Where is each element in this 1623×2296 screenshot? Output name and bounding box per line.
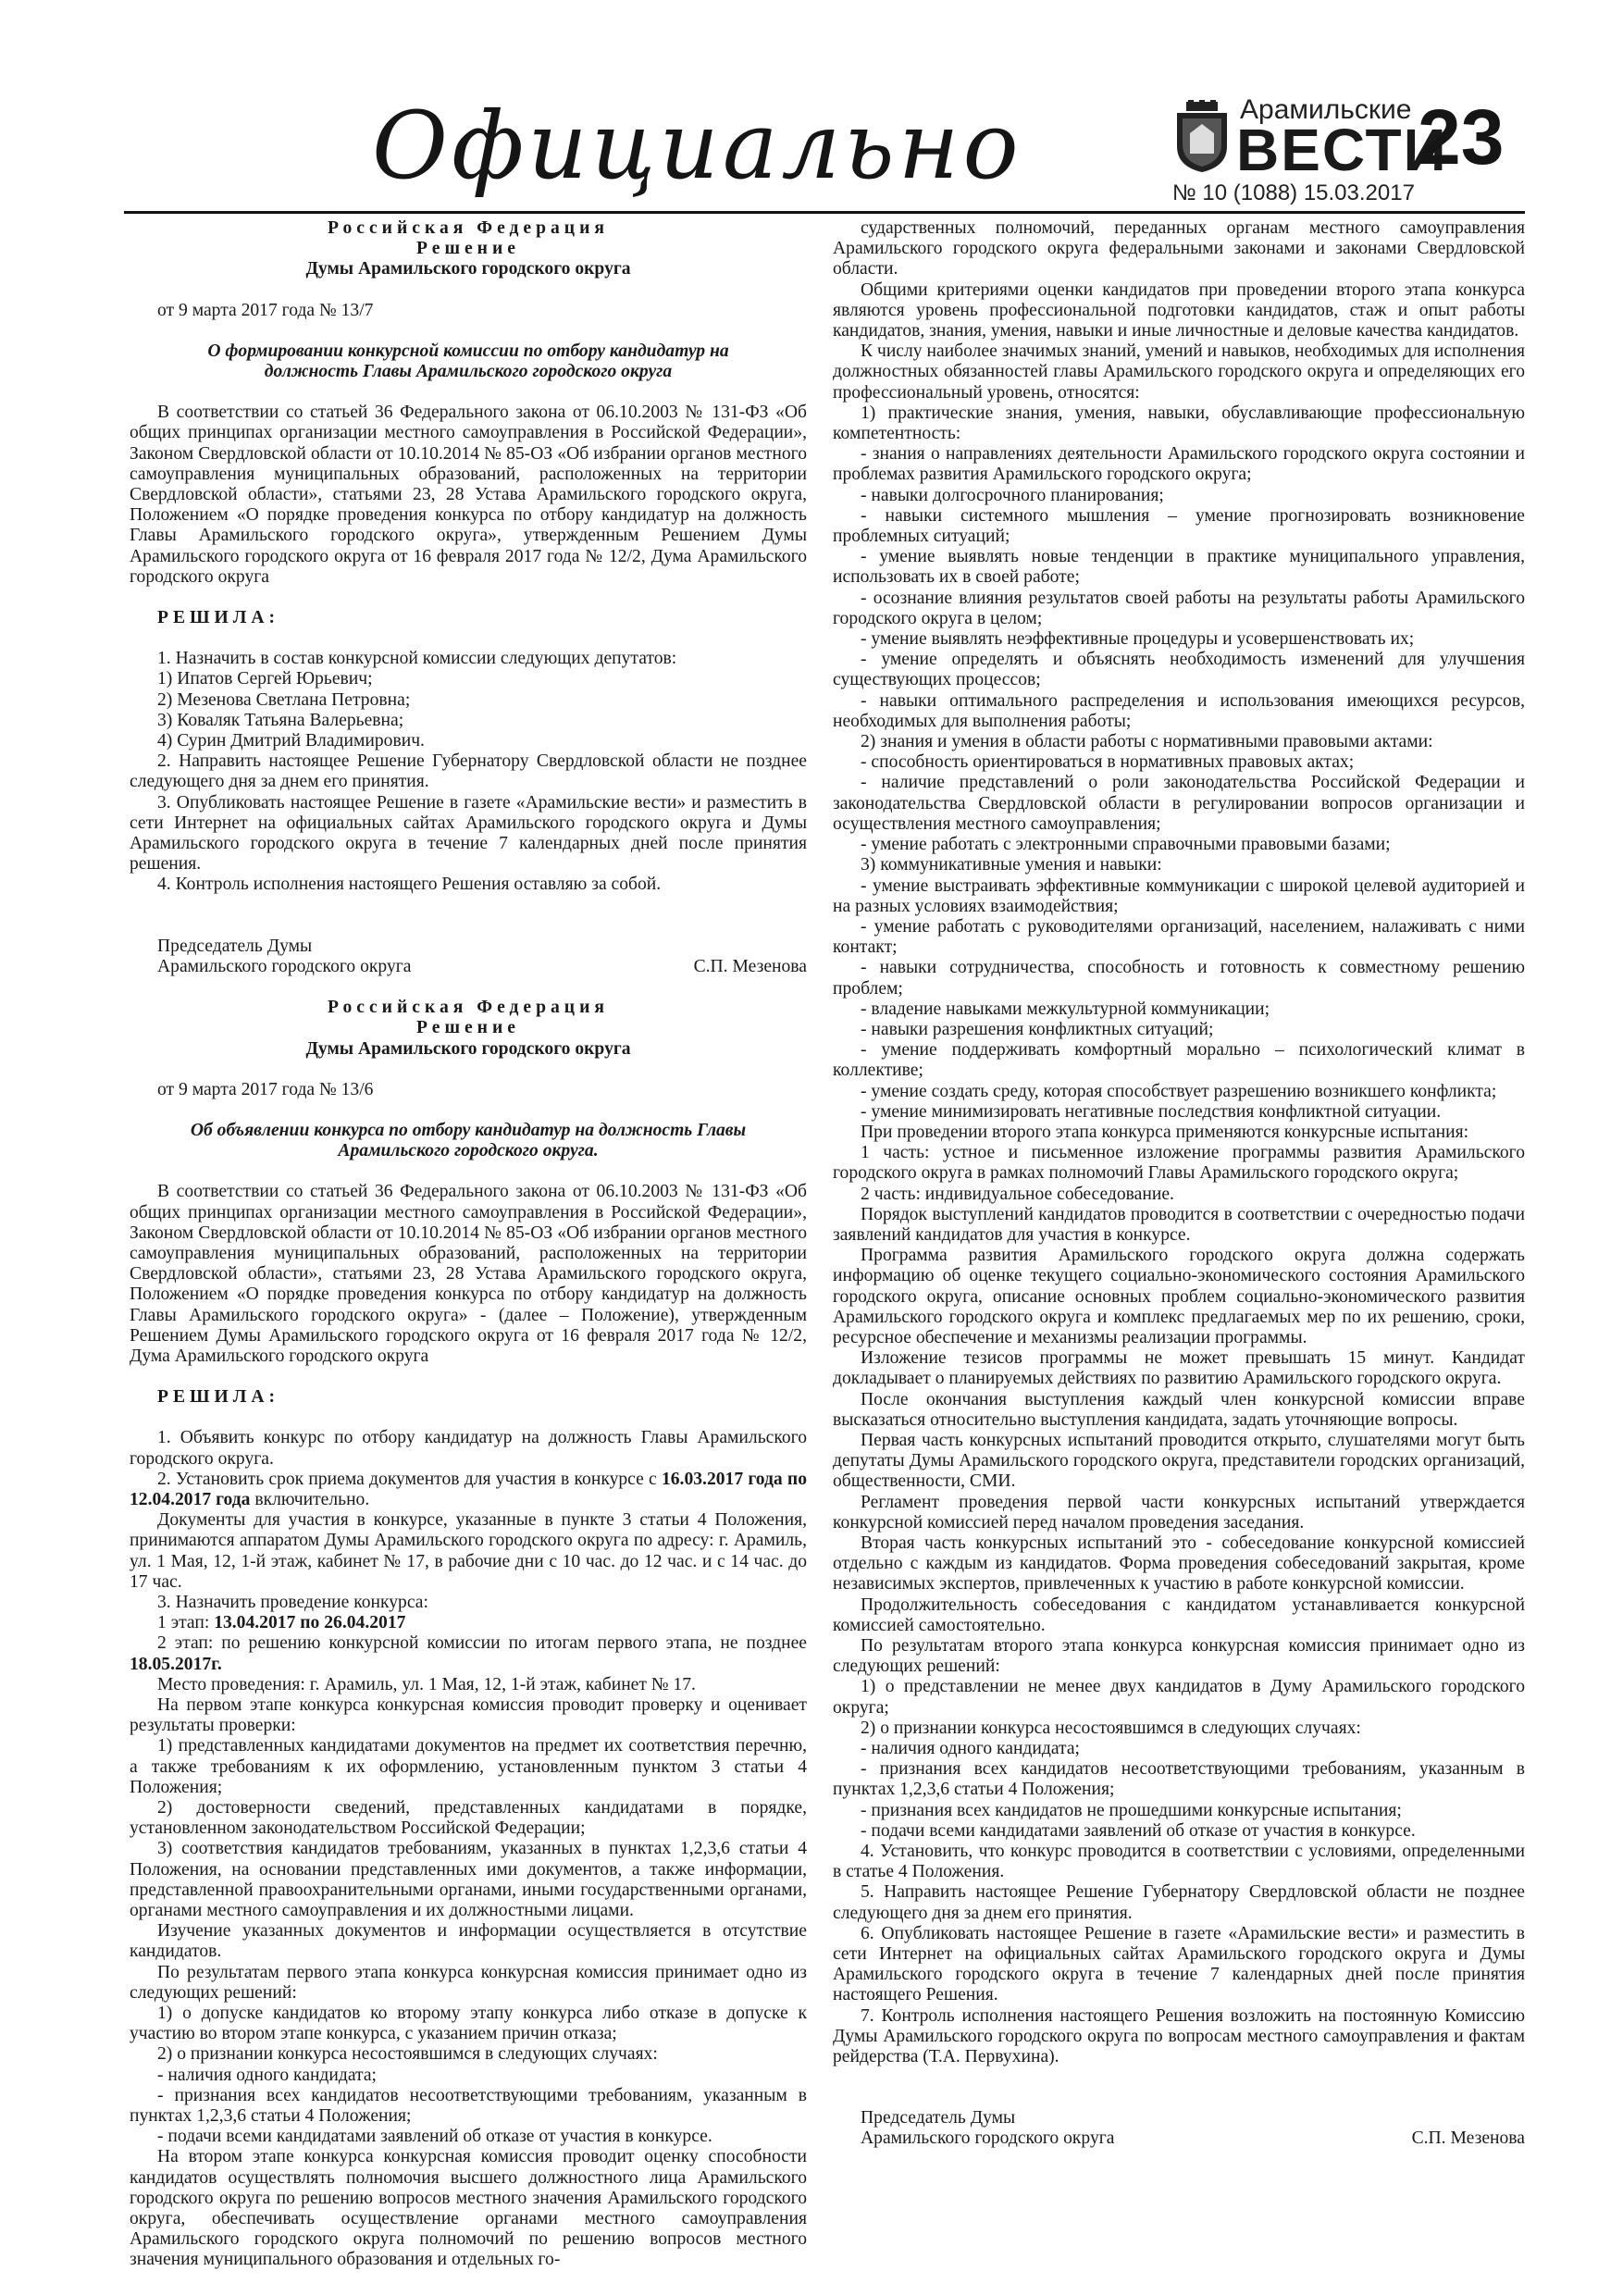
right-paragraph: - умение работать с руководителями организаций, населением, налаживать с ними контакт; <box>833 916 1525 958</box>
doc1-date: от 9 марта 2017 года № 13/7 <box>157 300 374 320</box>
doc2-signature <box>861 2128 1525 2149</box>
doc2-heading-country: Российская Федерация <box>328 998 609 1018</box>
doc2-title: Об объявлении конкурса по отбору кандидатур на должность Главы Арамильского городского округа. <box>190 1120 747 1161</box>
right-paragraph: - навыки долгосрочного планирования; <box>861 485 1164 505</box>
right-paragraph: После окончания выступления каждый член конкурсной комиссии вправе высказаться относительно выступления кандидата, задать уточняющие вопросы. <box>833 1389 1525 1430</box>
doc2-heading-body: Думы Арамильского городского округа <box>305 1038 631 1059</box>
doc2-paragraph: 2 этап: по решению конкурсной комиссии по итогам первого этапа, не позднее 18.05.2017г. <box>130 1633 807 1674</box>
doc2-paragraph: 1) представленных кандидатами документов на предмет их соответствия перечню, а также требованиям к их оформлению, установленным пунктом 3 статьи 4 Положения; <box>130 1736 807 1797</box>
right-paragraph: - признания всех кандидатов не прошедшими конкурсные испытания; <box>861 1800 1402 1820</box>
doc2-sign-name: С.П. Мезенова <box>1411 2128 1525 2149</box>
right-paragraph: - навыки оптимального распределения и использования имеющихся ресурсов, необходимых для выполнения работы; <box>833 690 1525 731</box>
right-paragraph: К числу наиболее значимых знаний, умений и навыков, необходимых для исполнения должностных обязанностей главы Арамильского городского округа и определяющих его профессиональный уровень, относятся: <box>833 341 1525 403</box>
right-paragraph: 5. Направить настоящее Решение Губернатору Свердловской области не позднее следующего дня за днем его принятия. <box>833 1882 1525 1923</box>
doc1-item: 1. Назначить в состав конкурсной комиссии следующих депутатов: <box>157 649 677 669</box>
right-paragraph: - осознание влияния результатов своей работы на результаты работы Арамильского городского округа в целом; <box>833 588 1525 628</box>
right-paragraph: - способность ориентироваться в нормативных правовых актах; <box>861 752 1355 773</box>
doc2-paragraph: 1) о допуске кандидатов ко второму этапу конкурса либо отказе в допуске к участию во втором этапе конкурса, с указанием причин отказа; <box>130 2004 807 2044</box>
doc2-paragraph: 2) достоверности сведений, представленных кандидатами в порядке, установленном законодательством Российской Федерации; <box>130 1798 807 1839</box>
doc2-paragraph: Изучение указанных документов и информации осуществляется в отсутствие кандидатов. <box>130 1921 807 1962</box>
doc1-resolved: РЕШИЛА: <box>157 608 280 628</box>
right-paragraph: 4. Установить, что конкурс проводится в соответствии с условиями, определенными в статье 4 Положения. <box>833 1842 1525 1882</box>
right-paragraph: - умение выявлять неэффективные процедуры и усовершенствовать их; <box>861 629 1415 650</box>
logo-main-text: ВЕСТИ <box>1236 117 1448 183</box>
doc1-title: О формировании конкурсной комиссии по отбору кандидатур на должность Главы Арамильского городского округа <box>207 341 729 382</box>
right-paragraph: - навыки разрешения конфликтных ситуаций; <box>861 1019 1214 1039</box>
right-paragraph: 7. Контроль исполнения настоящего Решения возложить на постоянную Комиссию Думы Арамильского городского округа по вопросам местного самоуправления и фактам рейдерства (Т.А. Первухина). <box>833 2005 1525 2067</box>
right-paragraph: 1) практические знания, умения, навыки, обуславливающие профессиональную компетентность: <box>833 403 1525 444</box>
doc2-paragraph: Место проведения: г. Арамиль, ул. 1 Мая, 12, 1-й этаж, кабинет № 17. <box>157 1674 696 1694</box>
right-paragraph: Вторая часть конкурсных испытаний это - собеседование конкурсной комиссией отдельно с каждым из кандидатов. Форма проведения собеседований закрытая, кроме независимых экспертов, привлеченных к участию в работе конкурсной комиссии. <box>833 1533 1525 1595</box>
doc2-paragraph: 2. Установить срок приема документов для участия в конкурсе с 16.03.2017 года по 12.04.2017 года включительно. <box>130 1469 808 1509</box>
doc2-paragraph: - наличия одного кандидата; <box>157 2065 377 2085</box>
right-paragraph: 2) о признании конкурса несостоявшимся в следующих случаях: <box>861 1718 1361 1738</box>
coat-of-arms-icon <box>1173 100 1231 174</box>
right-paragraph: - наличия одного кандидата; <box>861 1739 1080 1759</box>
right-paragraph: Изложение тезисов программы не может превышать 15 минут. Кандидат докладывает о планируемых действиях по развитию Арамильского городского округа. <box>833 1348 1525 1389</box>
doc2-paragraph: 1. Объявить конкурс по отбору кандидатур на должность Главы Арамильского городского округа. <box>130 1428 807 1469</box>
right-paragraph: - умение поддерживать комфортный морально – психологический климат в коллективе; <box>833 1040 1525 1081</box>
doc2-paragraph: 3) соответствия кандидатов требованиям, указанных в пунктах 1,2,3,6 статьи 4 Положения, на основании представленных ими документов, а также информации, представленной правоохранительными органами, иными государственными органами, органами местного самоуправления и их должностными лицами. <box>130 1839 807 1921</box>
doc1-item: 4. Контроль исполнения настоящего Решения оставляю за собой. <box>157 875 662 895</box>
doc2-paragraph: На втором этапе конкурса конкурсная комиссия проводит оценку способности кандидатов осуществлять полномочия высшего должностного лица Арамильского городского округа по решению вопросов местного значения Арамильского городского округа, обеспечивать осуществление органами местного самоуправления Арамильского городского округа полномочий по решению вопросов местного значения муниципального образования и отдельных го- <box>130 2147 807 2270</box>
doc2-paragraph: Документы для участия в конкурсе, указанные в пункте 3 статьи 4 Положения, принимаются аппаратом Думы Арамильского городского округа по адресу: г. Арамиль, ул. 1 Мая, 12, 1-й этаж, кабинет № 17, в рабочие дни с 10 час. до 12 час. и с 14 час. до 17 час. <box>130 1510 807 1592</box>
doc1-item: 2. Направить настоящее Решение Губернатору Свердловской области не позднее следующего дня за днем его принятия. <box>130 751 807 792</box>
page-number: 23 <box>1418 93 1505 180</box>
doc2-paragraph: На первом этапе конкурса конкурсная комиссия проводит проверку и оценивает результаты проверки: <box>130 1694 807 1736</box>
doc2-paragraph: - признания всех кандидатов несоответствующими требованиям, указанным в пунктах 1,2,3,6 статьи 4 Положения; <box>130 2085 807 2127</box>
doc1-sign-org: Арамильского городского округа <box>157 956 412 976</box>
doc1-item: 4) Сурин Дмитрий Владимирович. <box>157 731 425 751</box>
right-paragraph: - навыки системного мышления – умение прогнозировать возникновение проблемных ситуаций; <box>833 505 1525 547</box>
right-paragraph: Порядок выступлений кандидатов проводится в соответствии с очередностью подачи заявлений кандидатов для участия в конкурсе. <box>833 1204 1525 1245</box>
right-paragraph: - умение минимизировать негативные последствия конфликтной ситуации. <box>861 1101 1442 1122</box>
header-rule <box>124 211 1525 214</box>
doc2-paragraph: - подачи всеми кандидатами заявлений об отказе от участия в конкурсе. <box>157 2127 712 2147</box>
doc1-item: 3. Опубликовать настоящее Решение в газете «Арамильские вести» и разместить в сети Интернет на официальных сайтах Арамильского городского округа и Думы Арамильского городского округа в течение 7 календарных дней после принятия решения. <box>130 792 807 875</box>
right-paragraph: - владение навыками межкультурной коммуникации; <box>861 999 1270 1019</box>
doc2-paragraph: По результатам первого этапа конкурса конкурсная комиссия принимает одно из следующих решений: <box>130 1962 807 2003</box>
doc1-preamble: В соответствии со статьей 36 Федерального закона от 06.10.2003 № 131-ФЗ «Об общих принципах организации местного самоуправления в Российской Федерации», Законом Свердловской области от 10.10.2014 № 85-ОЗ «Об избрании органов местного самоуправления муниципальных образований, расположенных на территории Свердловской области», статьями 23, 28 Устава Арамильского городского округа, Положением «О порядке проведения конкурса по отбору кандидатур на должность Главы Арамильского городского округа», утвержденным Решением Думы Арамильского городского округа от 16 февраля 2017 года № 12/2, Дума Арамильского городского округа <box>130 403 807 587</box>
right-paragraph: - признания всех кандидатов несоответствующими требованиям, указанным в пунктах 1,2,3,6 статьи 4 Положения; <box>833 1759 1525 1800</box>
doc2-paragraph: 1 этап: 13.04.2017 по 26.04.2017 <box>157 1613 406 1633</box>
doc1-item: 1) Ипатов Сергей Юрьевич; <box>157 669 373 689</box>
right-paragraph: 1 часть: устное и письменное изложение программы развития Арамильского городского округа в рамках полномочий Главы Арамильского городского округа; <box>833 1143 1525 1184</box>
doc1-sign-name: С.П. Мезенова <box>693 956 807 976</box>
logo-top-text: Арамильские <box>1240 94 1412 125</box>
right-paragraph: сударственных полномочий, переданных органам местного самоуправления Арамильского городского округа федеральными законами и законами Свердловской области. <box>833 218 1525 279</box>
right-paragraph: По результатам второго этапа конкурса конкурсная комиссия принимает одно из следующих решений: <box>833 1636 1525 1677</box>
doc2-sign-org: Арамильского городского округа <box>861 2128 1115 2149</box>
doc1-signature <box>157 957 807 977</box>
left-column <box>130 218 807 2271</box>
right-paragraph: - наличие представлений о роли законодательства Российской Федерации и законодательства Свердловской области в регулировании вопросов организации и осуществления местного самоуправления; <box>833 773 1525 834</box>
doc1-item: 3) Коваляк Татьяна Валерьевна; <box>157 710 404 730</box>
doc1-heading-type: Решение <box>416 239 520 259</box>
right-paragraph: Общими критериями оценки кандидатов при проведении второго этапа конкурса являются уровень профессиональной подготовки кандидатов, стаж и опыт работы кандидатов, знания, умения, навыки и иные личностные и деловые качества кандидатов. <box>833 279 1525 341</box>
right-column <box>833 218 1525 2150</box>
right-paragraph: Продолжительность собеседования с кандидатом устанавливается конкурсной комиссией самостоятельно. <box>833 1595 1525 1635</box>
doc2-paragraph: 3. Назначить проведение конкурса: <box>157 1592 428 1612</box>
right-paragraph: 3) коммуникативные умения и навыки: <box>861 855 1162 875</box>
doc2-date: от 9 марта 2017 года № 13/6 <box>157 1079 374 1099</box>
right-paragraph: - подачи всеми кандидатами заявлений об отказе от участия в конкурсе. <box>861 1820 1416 1841</box>
right-paragraph: Программа развития Арамильского городского округа должна содержать информацию об оценке текущего социально-экономического состояния Арамильского городского округа, описание основных проблем социально-экономического развития Арамильского городского округа и комплекс предлагаемых мер по их решению, сроки, ресурсное обеспечение и механизмы реализации программы. <box>833 1246 1525 1347</box>
doc1-item: 2) Мезенова Светлана Петровна; <box>157 689 411 710</box>
right-paragraph: Первая часть конкурсных испытаний проводится открыто, слушателями могут быть депутаты Думы Арамильского городского округа, представители городских организаций, общественности, СМИ. <box>833 1430 1525 1492</box>
doc2-paragraph: 2) о признании конкурса несостоявшимся в следующих случаях: <box>157 2044 658 2065</box>
right-paragraph: 1) о представлении не менее двух кандидатов в Думу Арамильского городского округа; <box>833 1677 1525 1718</box>
doc1-sign-role: Председатель Думы <box>157 936 313 956</box>
right-paragraph: - знания о направлениях деятельности Арамильского городского округа состоянии и проблемах развития Арамильского городского округа; <box>833 444 1525 485</box>
right-paragraph: - умение определять и объяснять необходимость изменений для улучшения существующих процессов; <box>833 650 1525 690</box>
issue-number: № 10 (1088) 15.03.2017 <box>1172 180 1415 205</box>
section-title: Официально <box>372 92 1022 200</box>
right-paragraph: 2 часть: индивидуальное собеседование. <box>861 1184 1174 1204</box>
right-paragraphs <box>833 218 1525 2067</box>
right-paragraph: Регламент проведения первой части конкурсных испытаний утверждается конкурсной комиссией перед началом проведения заседания. <box>833 1492 1525 1533</box>
right-paragraph: При проведении второго этапа конкурса применяются конкурсные испытания: <box>861 1122 1469 1142</box>
right-paragraph: - умение выстраивать эффективные коммуникации с широкой целевой аудиторией и на разных условиях взаимодействия; <box>833 875 1525 916</box>
doc2-heading-type: Решение <box>416 1018 520 1038</box>
newspaper-logo <box>1168 93 1448 183</box>
right-paragraph: 6. Опубликовать настоящее Решение в газете «Арамильские вести» и разместить в сети Интернет на официальных сайтах Арамильского городского округа и Думы Арамильского городского округа в течение 7 календарных дней после принятия настоящего Решения. <box>833 1923 1525 2005</box>
right-paragraph: - умение создать среду, которая способствует разрешению возникшего конфликта; <box>861 1081 1497 1101</box>
right-paragraph: - навыки сотрудничества, способность и готовность к совместному решению проблем; <box>833 958 1525 999</box>
right-paragraph: - умение работать с электронными справочными правовыми базами; <box>861 835 1391 855</box>
right-paragraph: 2) знания и умения в области работы с нормативными правовыми актами: <box>861 732 1433 752</box>
doc2-sign-role: Председатель Думы <box>861 2108 1016 2128</box>
doc2-preamble: В соответствии со статьей 36 Федерального закона от 06.10.2003 № 131-ФЗ «Об общих принципах организации местного самоуправления в Российской Федерации», Законом Свердловской области от 10.10.2014 № 85-ОЗ «Об избрании органов местного самоуправления муниципальных образований, расположенных на территории Свердловской области», статьями 23, 28 Устава Арамильского городского округа, Положением «О порядке проведения конкурса по отбору кандидатур на должность Главы Арамильского городского округа» - (далее – Положение), утвержденным Решением Думы Арамильского городского округа от 16 февраля 2017 года № 12/2, Дума Арамильского городского округа <box>130 1182 807 1366</box>
right-paragraph: - умение выявлять новые тенденции в практике муниципального управления, использовать их в своей работе; <box>833 547 1525 588</box>
doc1-heading-country: Российская Федерация <box>328 218 609 238</box>
doc1-heading-body: Думы Арамильского городского округа <box>305 259 631 279</box>
doc2-resolved: РЕШИЛА: <box>157 1387 280 1408</box>
